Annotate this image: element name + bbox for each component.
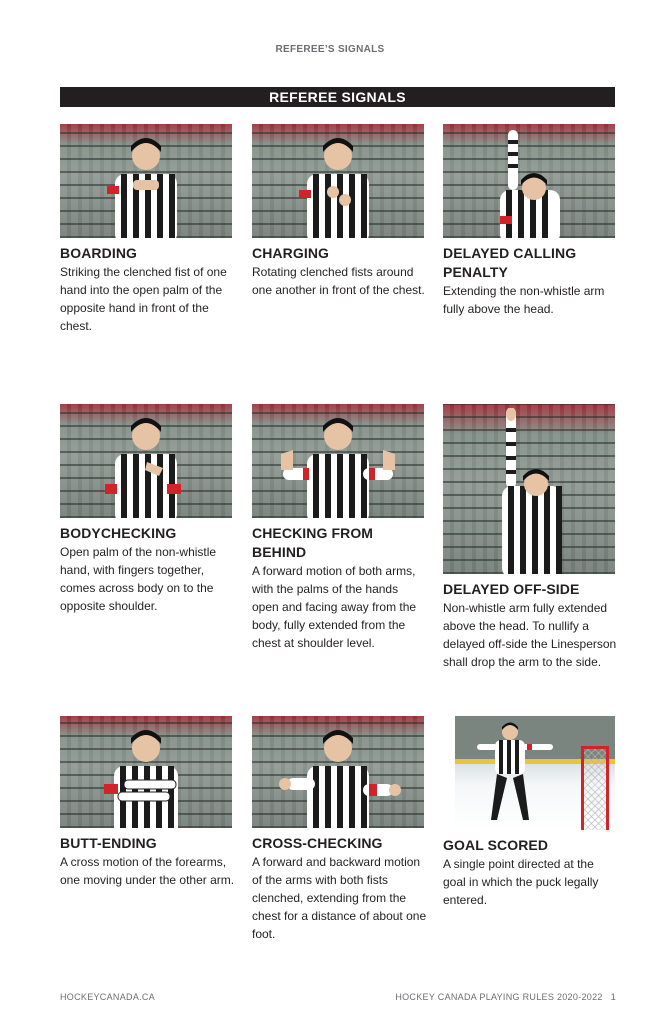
signal-description: Rotating clenched fists around one another in front of the chest. — [252, 265, 425, 297]
signal-butt-ending — [60, 716, 235, 889]
referee-figure — [273, 722, 403, 828]
signal-goal-scored — [443, 716, 618, 909]
signal-bodychecking — [60, 404, 235, 615]
signal-charging — [252, 124, 427, 299]
checking-from-behind-photo — [252, 404, 424, 518]
signal-title: BUTT-ENDING — [60, 835, 157, 851]
referee-figure — [486, 408, 572, 574]
signal-delayed-calling-penalty — [443, 124, 618, 318]
footer-publication — [395, 992, 616, 1002]
signal-description: A forward and backward motion of the arms with both fists clenched, extending from the chest for a distance of about one foot. — [252, 855, 427, 941]
running-header: REFEREE’S SIGNALS — [275, 44, 385, 55]
signal-title: CROSS-CHECKING — [252, 835, 383, 851]
referee-figure — [98, 722, 194, 828]
referee-figure — [103, 130, 189, 238]
signal-title: BODYCHECKING — [60, 525, 177, 541]
signal-description: A cross motion of the forearms, one moving under the other arm. — [60, 855, 235, 887]
referee-figure — [273, 410, 403, 518]
signal-title: CHECKING FROM BEHIND — [252, 525, 374, 560]
signal-title: CHARGING — [252, 245, 330, 261]
signal-title: DELAYED CALLING PENALTY — [443, 245, 577, 280]
referee-figure — [486, 130, 572, 238]
signal-cross-checking — [252, 716, 427, 943]
signal-title: BOARDING — [60, 245, 138, 261]
boarding-photo — [60, 124, 232, 238]
butt-ending-photo — [60, 716, 232, 828]
signal-description: Non-whistle arm fully extended above the head. To nullify a delayed off-side the Linesperson shall drop the arm to the side. — [443, 601, 617, 669]
signal-description: Extending the non-whistle arm fully above the head. — [443, 284, 605, 316]
delayed-off-side-photo — [443, 404, 615, 574]
page-number: 1 — [610, 992, 616, 1002]
signal-delayed-off-side — [443, 404, 618, 671]
signal-checking-from-behind — [252, 404, 427, 652]
charging-photo — [252, 124, 424, 238]
referee-figure — [477, 720, 557, 830]
cross-checking-photo — [252, 716, 424, 828]
hockey-net — [581, 746, 609, 830]
footer-publication-title: HOCKEY CANADA PLAYING RULES 2020-2022 — [395, 992, 603, 1002]
bodychecking-photo — [60, 404, 232, 518]
signal-description: A forward motion of both arms, with the palms of the hands open and facing away from the body, fully extended from the chest at shoulder level. — [252, 564, 417, 650]
signal-boarding — [60, 124, 235, 335]
referee-figure — [295, 130, 381, 238]
signal-description: A single point directed at the goal in which the puck legally entered. — [443, 857, 599, 907]
delayed-calling-penalty-photo — [443, 124, 615, 238]
signal-title: DELAYED OFF-SIDE — [443, 581, 580, 597]
referee-figure — [103, 410, 189, 518]
signal-description: Striking the clenched fist of one hand into the open palm of the opposite hand in front of the chest. — [60, 265, 227, 333]
signal-title: GOAL SCORED — [443, 837, 549, 853]
goal-scored-photo — [455, 716, 615, 830]
signal-description: Open palm of the non-whistle hand, with fingers together, comes across body on to the opposite shoulder. — [60, 545, 217, 613]
footer-website: HOCKEYCANADA.CA — [60, 992, 156, 1002]
section-banner: REFEREE SIGNALS — [60, 87, 615, 107]
